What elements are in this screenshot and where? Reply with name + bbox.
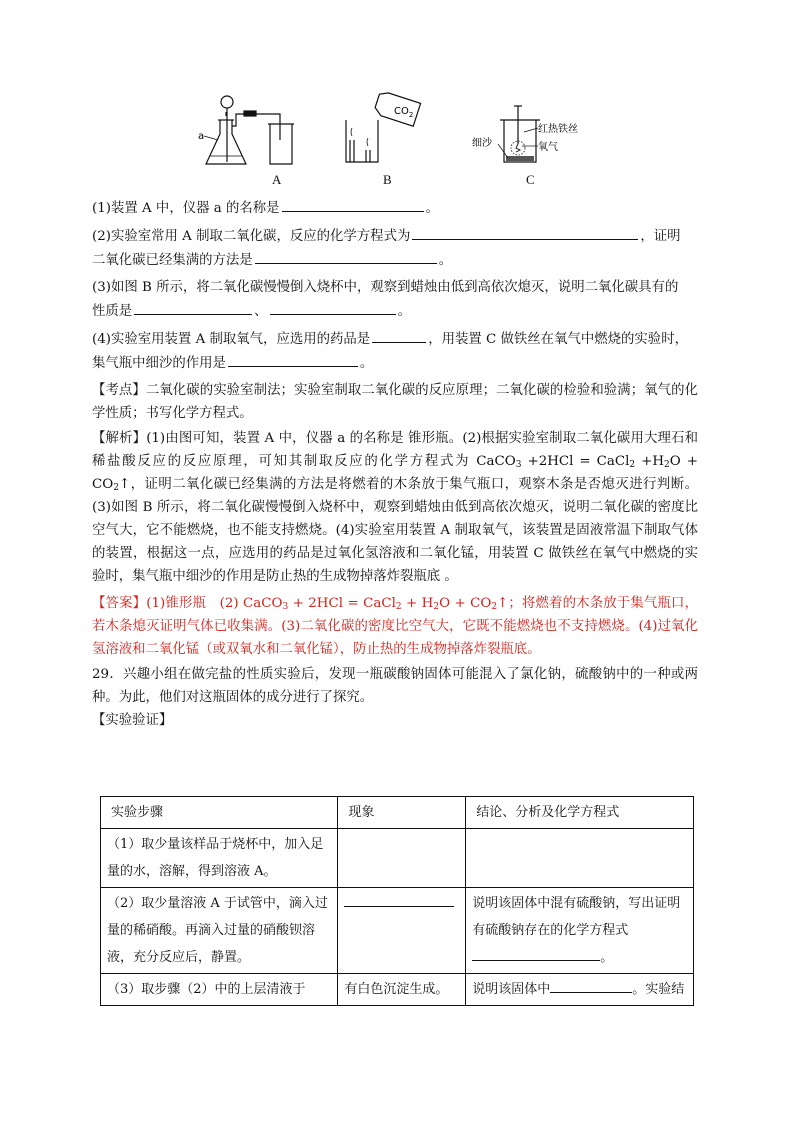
table-cell: 说明该固体中 。实验结 bbox=[466, 974, 694, 1006]
label-a: A bbox=[272, 172, 282, 187]
apparatus-a-drawing bbox=[204, 96, 294, 164]
kaodian-section: 【考点】二氧化碳的实验室制法；实验室制取二氧化碳的反应原理；二氧化碳的检验和验满；氧气的化学性质；书写化学方程式。 bbox=[92, 383, 698, 421]
experiment-table bbox=[100, 796, 694, 1006]
table-cell: （2）取少量溶液 A 于试管中，滴入过量的稀硝酸。再滴入过量的硝酸钡溶液，充分反应后，静置。 bbox=[101, 888, 338, 974]
question-2: (2)实验室常用 A 制取二氧化碳，反应的化学方程式为 ，证明 bbox=[92, 224, 698, 248]
answer-blank[interactable] bbox=[550, 976, 632, 993]
table-cell: 有白色沉淀生成。 bbox=[338, 974, 466, 1006]
answer-section: 【答案】(1)锥形瓶 (2) CaCO$_3$ + 2HCl = CaCl$_2$ + $H_2O$ + $CO_2↑$；将燃着的木条放于集气瓶口，若木条熄灭证明气体已收集满。(3)二氧化碳的密度比空气大，它既不能燃烧也不支持燃烧。(4)过氧化氢溶液和二氧化锰（或双氧水和二氧化锰），防止热的生成物掉落炸裂瓶底。 bbox=[92, 596, 699, 657]
table-header: 结论、分析及化学方程式 bbox=[466, 797, 694, 829]
answer-blank[interactable] bbox=[472, 944, 600, 961]
question-1: (1)装置 A 中，仪器 a 的名称是 。 bbox=[92, 196, 698, 220]
table-header: 实验步骤 bbox=[101, 797, 338, 829]
table-header: 现象 bbox=[338, 797, 466, 829]
jiexi-section: 【解析】(1)由图可知，装置 A 中，仪器 a 的名称是 锥形瓶。(2)根据实验室制取二氧化碳用大理石和稀盐酸反应的反应原理，可知其制取反应的化学方程式为 CaCO$_3$ +2HCl = CaCl$_2$ $+H_2O$ + $CO_2↑$，证明二氧化碳已经集满的方法是将燃着的木条放于集气瓶口，观察木条是否熄灭进行判断。(3)如图 B 所示，将二氧化碳慢慢倒入烧杯中，观察到蜡烛由低到高依次熄灭，说明二氧化碳的密度比空气大，它不能燃烧，也不能支持燃烧。(4)实验室用装置 A 制取氧气，该装置是固液常温下制取气体的装置，根据这一点，应选用的药品是过氧化氢溶液和二氧化锰，用装置 C 做铁丝在氧气中燃烧的实验时，集气瓶中细沙的作用是防止热的生成物掉落炸裂瓶底 。 bbox=[92, 431, 699, 584]
answer-blank[interactable] bbox=[255, 248, 437, 264]
table-row bbox=[101, 888, 694, 974]
table-cell bbox=[338, 888, 466, 974]
label-b: B bbox=[383, 172, 392, 187]
answer-blank[interactable] bbox=[372, 327, 426, 343]
answer-blank[interactable] bbox=[412, 224, 638, 240]
table-cell: 说明该固体中混有硫酸钠，写出证明有硫酸钠存在的化学方程式。 bbox=[466, 888, 694, 974]
apparatus-figure bbox=[200, 92, 630, 192]
question-3: (3)如图 B 所示，将二氧化碳慢慢倒入烧杯中，观察到蜡烛由低到高依次熄灭，说明二氧化碳具有的 bbox=[92, 280, 679, 295]
question-2-cont: 二氧化碳已经集满的方法是 。 bbox=[92, 248, 698, 272]
answer-blank[interactable] bbox=[134, 299, 252, 315]
question-4-cont: 集气瓶中细沙的作用是 。 bbox=[92, 351, 698, 375]
section-heading: 【实验验证】 bbox=[92, 713, 173, 728]
apparatus-drawing bbox=[200, 92, 630, 192]
question-29: 29．兴趣小组在做完盐的性质实验后，发现一瓶碳酸钠固体可能混入了氯化钠，硫酸钠中的一种或两种。为此，他们对这瓶固体的成分进行了探究。 bbox=[92, 667, 698, 705]
apparatus-c-drawing bbox=[498, 106, 540, 162]
question-body bbox=[92, 196, 698, 732]
hot-wire-label: 红热铁丝 bbox=[538, 124, 578, 135]
sand-label: 细沙 bbox=[472, 138, 492, 149]
table-cell bbox=[338, 829, 466, 888]
answer-blank[interactable] bbox=[228, 351, 358, 367]
table-row bbox=[101, 974, 694, 1006]
question-4: (4)实验室用装置 A 制取氧气，应选用的药品是 ，用装置 C 做铁丝在氧气中燃烧的实验时， bbox=[92, 327, 698, 351]
apparatus-b-drawing bbox=[346, 90, 421, 162]
table-cell bbox=[466, 829, 694, 888]
co2-label: $CO_2$ bbox=[394, 106, 414, 119]
answer-blank[interactable] bbox=[282, 196, 424, 212]
table-cell: （3）取步骤（2）中的上层清液于 bbox=[101, 974, 338, 1006]
table-row bbox=[101, 829, 694, 888]
oxygen-label: 氧气 bbox=[538, 142, 558, 153]
marker-a: a bbox=[198, 131, 205, 142]
answer-blank[interactable] bbox=[270, 299, 396, 315]
table-header-row bbox=[101, 797, 694, 829]
answer-blank[interactable] bbox=[344, 890, 454, 907]
table-cell: （1）取少量该样品于烧杯中，加入足量的水，溶解，得到溶液 A。 bbox=[101, 829, 338, 888]
label-c: C bbox=[526, 172, 535, 187]
question-3-cont: 性质是 、 。 bbox=[92, 299, 698, 323]
